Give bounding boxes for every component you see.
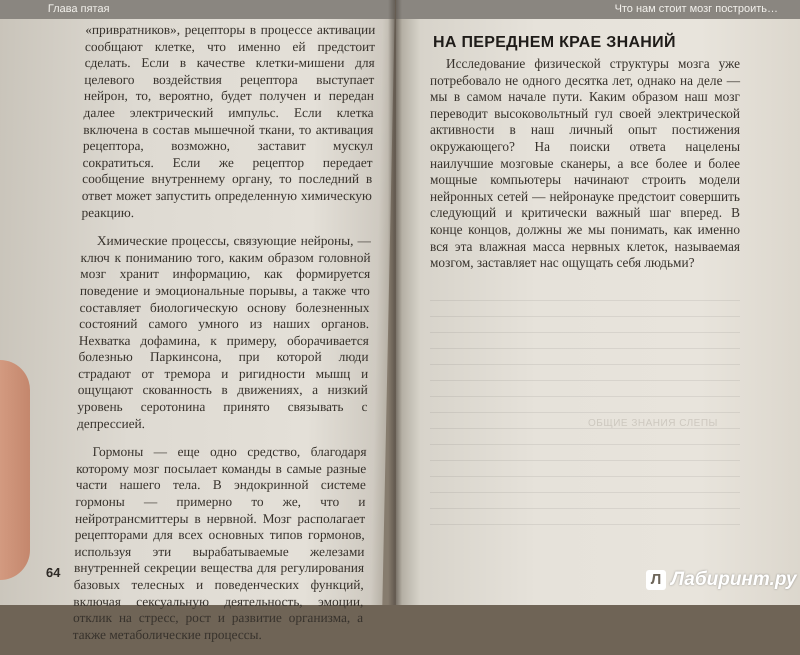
left-running-header bbox=[0, 0, 395, 19]
watermark-text: Лабиринт.ру bbox=[671, 569, 797, 590]
left-paragraph-3: Гормоны — еще одно средство, благодаря которому мозг посылает команды в самые разные части нашего тела. В эндокринной системе гормоны — примерно то же, что и нейротрансмиттеры в нервной. Мозг располагает рецепторами для всех основных типов гормонов, используя эти вырабатываемые железами внутренней секреции вещества для регулирования базовых телесных и поведенческих функций, включая сексуальную деятельность, эмоции, отклик на стресс, рост и развитие организма, а также метаболические процессы. bbox=[72, 444, 367, 642]
book-title-label: Что нам стоит мозг построить… bbox=[614, 3, 778, 15]
faded-heading: ОБЩИЕ ЗНАНИЯ СЛЕПЫ bbox=[588, 418, 718, 429]
page-number: 64 bbox=[45, 565, 61, 580]
right-running-header bbox=[396, 0, 800, 19]
left-paragraph-1: «привратников», рецепторы в процессе активации сообщают клетке, что именно ей предстоит сделать. Если в качестве клетки-мишени для целевого воздействия рецептора выступает нейрон, то, вероятно, будет получен и передан далее электрический импульс. Если клетка включена в состав мышечной ткани, то активация рецептора, возможно, заставит мускул сократиться. Если же рецептор передает сообщение внутреннему органу, то последний в ответ может запустить определенную химическую реакцию. bbox=[81, 22, 376, 220]
right-page-body bbox=[430, 56, 740, 284]
left-page bbox=[0, 0, 395, 642]
book-spine-shadow bbox=[388, 0, 402, 605]
section-title: НА ПЕРЕДНЕМ КРАЕ ЗНАНИЙ bbox=[433, 34, 676, 51]
left-paragraph-2: Химические процессы, связующие нейроны, — ключ к пониманию того, каким образом головной мозг хранит информацию, как формируется поведение и эмоциональные порывы, а также что составляет биологическую основу болезненных состояний самого умного из наших органов. Нехватка дофамина, к примеру, оборачивается болезнью Паркинсона, при которой люди страдают от тремора и ригидности мышц и ощущают скованность в движениях, а низкий уровень серотонина принято связывать с депрессией. bbox=[76, 233, 372, 431]
right-paragraph: Исследование физической структуры мозга уже потребовало не одного десятка лет, однако на деле — мы в самом начале пути. Каким образом наш мозг переводит высоковольтный гул своей электрической активности в наш личный опыт постижения окружающего? На поиски ответа нацелены наилучшие мозговые сканеры, а все более и более мощные компьютеры начинают строить модели нейронных сетей — нейронауке предстоит совершить следующий и критически важный шаг вперед. В конце концов, должны же мы понимать, как именно вся эта влажная масса нервных клеток, называемая мозгом, заставляет нас ощущать себя людьми? bbox=[430, 56, 740, 271]
holding-thumb bbox=[0, 360, 30, 580]
chapter-label: Глава пятая bbox=[47, 3, 110, 15]
labirint-watermark bbox=[646, 569, 797, 591]
labirint-logo-icon: Л bbox=[646, 570, 666, 590]
right-page bbox=[396, 0, 800, 605]
left-page-body bbox=[72, 22, 375, 655]
